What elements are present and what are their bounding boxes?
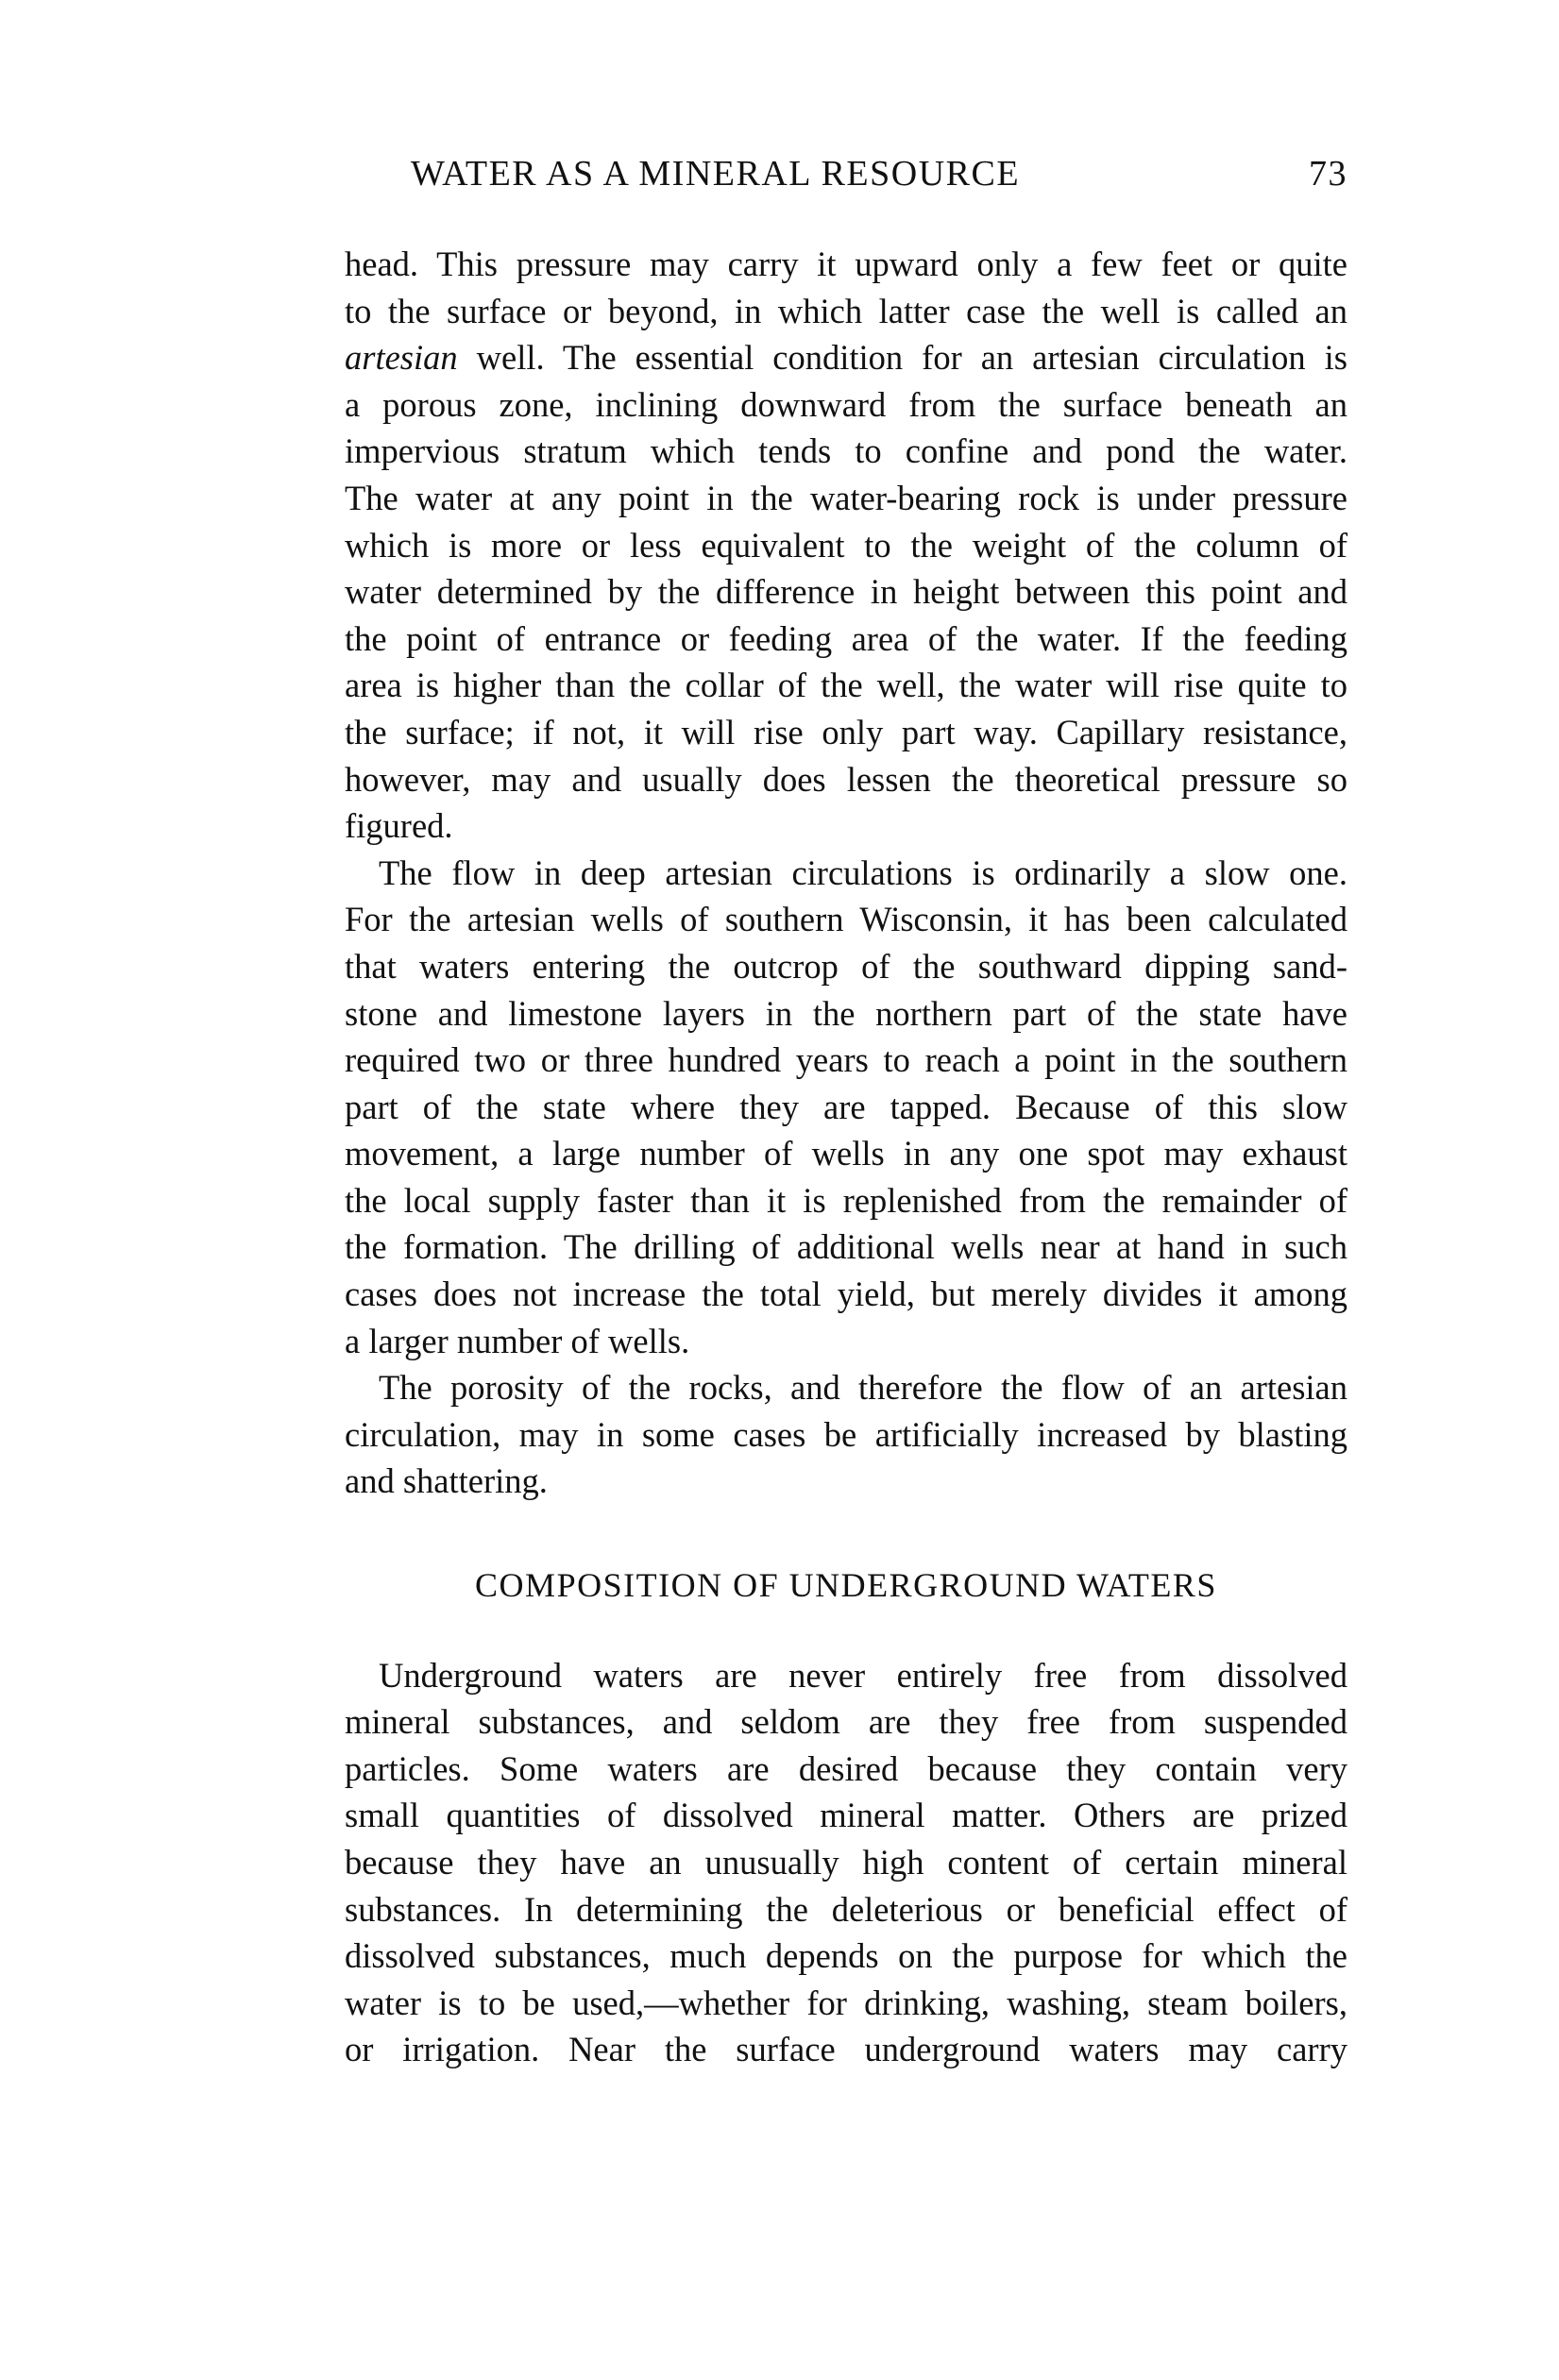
text-line: a porous zone, inclining downward from the surface beneath an: [345, 384, 1347, 424]
text-line: Underground waters are never entirely free from dissolved: [379, 1655, 1347, 1695]
text-line: cases does not increase the total yield, but merely divides it among: [345, 1274, 1347, 1314]
text-line: part of the state where they are tapped. Because of this slow: [345, 1087, 1347, 1126]
text-line: circulation, may in some cases be artificially increased by blasting: [345, 1414, 1347, 1454]
text-line: For the artesian wells of southern Wisconsin, it has been calculated: [345, 900, 1347, 939]
text-line: the surface; if not, it will rise only part way. Capillary resistance,: [345, 712, 1347, 751]
italic-term: artesian: [345, 338, 458, 378]
paragraph-composition: [345, 1652, 1347, 2073]
text-line: required two or three hundred years to reach a point in the southern: [345, 1040, 1347, 1080]
text-line: figured.: [345, 806, 453, 846]
text-line: small quantities of dissolved mineral matter. Others are prized: [345, 1796, 1347, 1835]
text-line: which is more or less equivalent to the weight of the column of: [345, 525, 1347, 565]
paragraph-artesian-head: [345, 241, 1347, 850]
text-line: to the surface or beyond, in which latter case the well is called an: [345, 291, 1347, 330]
text-line: the local supply faster than it is replenished from the remainder of: [345, 1180, 1347, 1220]
text-line: movement, a large number of wells in any one spot may exhaust: [345, 1134, 1347, 1173]
body-text: [345, 241, 1347, 2073]
text-line: particles. Some waters are desired because they contain very: [345, 1748, 1347, 1788]
text-line: mineral substances, and seldom are they free from suspended: [345, 1702, 1347, 1742]
text-line: head. This pressure may carry it upward only a few feet or quite: [345, 245, 1347, 283]
text-line: dissolved substances, much depends on the purpose for which the: [345, 1936, 1347, 1976]
text-line: The flow in deep artesian circulations is ordinarily a slow one.: [379, 852, 1347, 892]
text-line: that waters entering the outcrop of the southward dipping sand-: [345, 946, 1347, 986]
text-line: stone and limestone layers in the northern part of the state have: [345, 993, 1347, 1033]
page-number: 73: [1309, 154, 1347, 194]
section-heading: COMPOSITION OF UNDERGROUND WATERS: [475, 1566, 1217, 1605]
running-head-title: WATER AS A MINERAL RESOURCE: [411, 154, 1021, 194]
text-line: water is to be used,—whether for drinking, washing, steam boilers,: [345, 1983, 1347, 2022]
text-line: because they have an unusually high content of certain mineral: [345, 1843, 1347, 1882]
text-line: impervious stratum which tends to confine and pond the water.: [345, 431, 1347, 471]
text-line: and shattering.: [345, 1461, 548, 1501]
text-line: or irrigation. Near the surface underground waters may carry: [345, 2030, 1347, 2069]
running-head: [345, 153, 1347, 200]
text-line: The porosity of the rocks, and therefore the flow of an artesian: [379, 1368, 1347, 1408]
spacer: [345, 1610, 1347, 1652]
text-line: however, may and usually does lessen the theoretical pressure so: [345, 759, 1347, 799]
text-line: area is higher than the collar of the well, the water will rise quite to: [345, 666, 1347, 705]
text-line: a larger number of wells.: [345, 1321, 690, 1360]
text-line: artesian well. The essential condition for an artesian circulation is: [345, 338, 1347, 378]
text-line: The water at any point in the water-bearing rock is under pressure: [345, 478, 1347, 517]
paragraph-porosity: [345, 1364, 1347, 1505]
text-line: the point of entrance or feeding area of the water. If the feeding: [345, 618, 1347, 658]
text-line: the formation. The drilling of additional wells near at hand in such: [345, 1227, 1347, 1267]
text-line: substances. In determining the deleterious or beneficial effect of: [345, 1889, 1347, 1929]
paragraph-artesian-flow: [345, 850, 1347, 1365]
text-line: water determined by the difference in height between this point and: [345, 572, 1347, 612]
spacer: [345, 1505, 1347, 1562]
